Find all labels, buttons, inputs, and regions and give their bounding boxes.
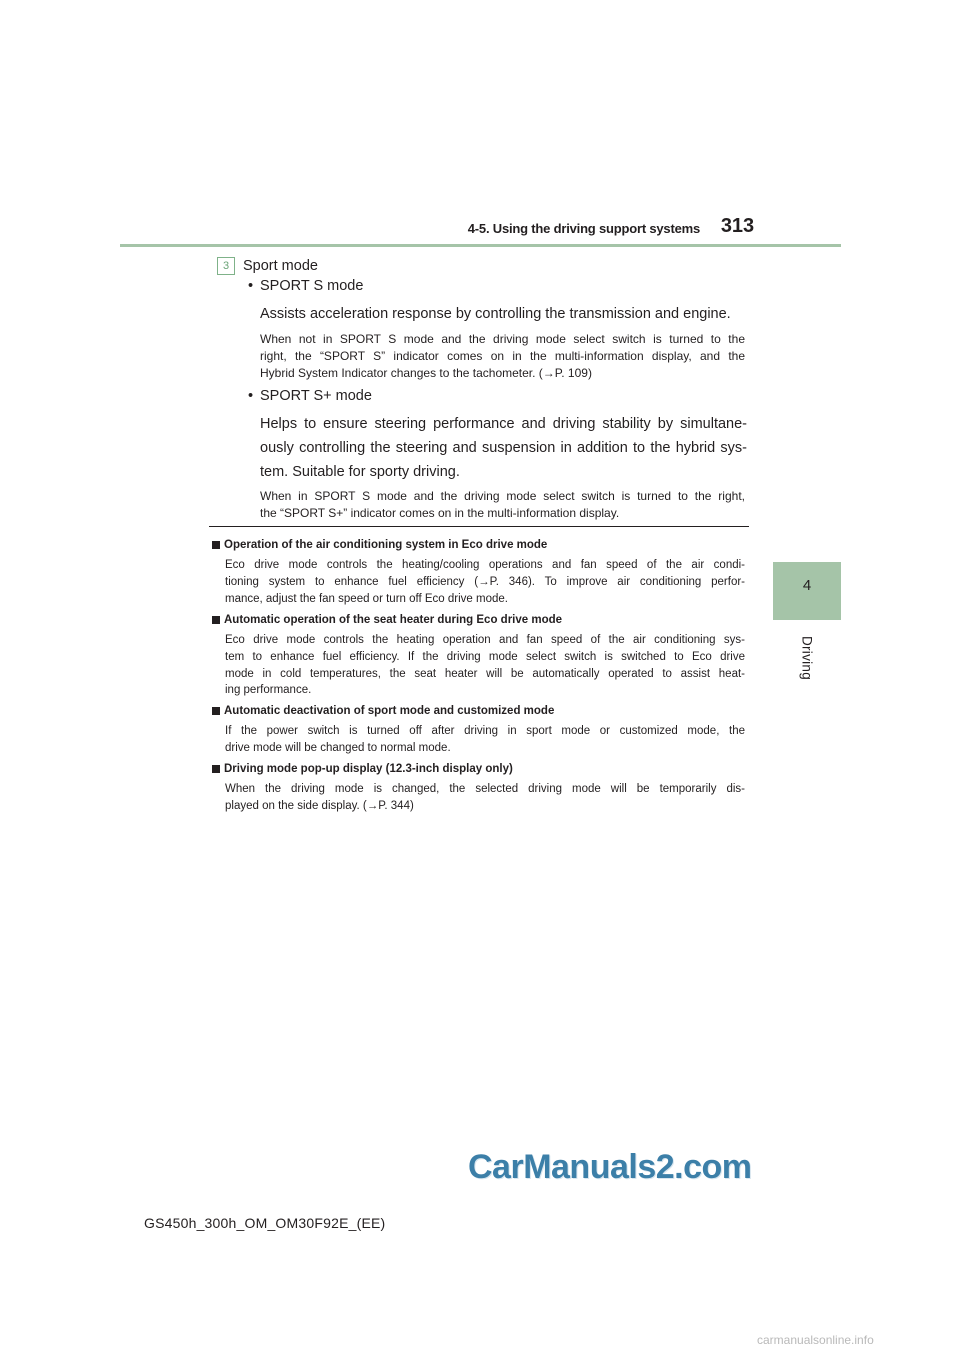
note-line: Eco drive mode controls the heating operation and fan speed of the air conditioning sys-: [225, 634, 745, 646]
page-number: 313: [720, 215, 755, 237]
sport-s-plus-note-line: When in SPORT S mode and the driving mode select switch is turned to the right,: [260, 489, 745, 503]
chapter-number: 4: [802, 577, 812, 594]
sport-s-plus-note-line: the “SPORT S+” indicator comes on in the multi-information display.: [260, 506, 620, 520]
sport-s-note-line: Hybrid System Indicator changes to the tachometer. (→P. 109): [260, 366, 592, 380]
list-bullet: •: [248, 278, 254, 294]
note-heading: Operation of the air conditioning system in Eco drive mode: [224, 539, 548, 551]
note-line: tem to enhance fuel efficiency. If the driving mode select switch is switched to Eco drive: [225, 651, 745, 663]
note-heading: Driving mode pop-up display (12.3-inch display only): [224, 763, 513, 775]
note-heading: Automatic operation of the seat heater during Eco drive mode: [224, 614, 563, 626]
step-number-badge: 3: [217, 257, 235, 275]
sport-s-mode-heading: SPORT S mode: [260, 278, 364, 294]
note-heading: Automatic deactivation of sport mode and customized mode: [224, 705, 555, 717]
note-line: ing performance.: [225, 684, 312, 696]
note-line: played on the side display. (→P. 344): [225, 800, 414, 812]
header-divider: [120, 244, 841, 247]
sport-s-mode-description: Assists acceleration response by controlling the transmission and engine.: [260, 306, 731, 322]
chapter-label-text: Driving: [799, 635, 815, 681]
section-divider: [209, 526, 749, 527]
sport-s-plus-description-line: tem. Suitable for sporty driving.: [260, 464, 460, 480]
document-code: GS450h_300h_OM_OM30F92E_(EE): [144, 1215, 386, 1231]
note-line: mance, adjust the fan speed or turn off Eco drive mode.: [225, 593, 508, 605]
square-bullet-icon: [212, 707, 220, 715]
list-bullet: •: [248, 388, 254, 404]
sport-s-plus-mode-heading: SPORT S+ mode: [260, 388, 372, 404]
note-line: mode in cold temperatures, the seat heater will be automatically operated to assist heat-: [225, 668, 745, 680]
note-line: Eco drive mode controls the heating/cooling operations and fan speed of the air condi-: [225, 559, 745, 571]
note-line: If the power switch is turned off after driving in sport mode or customized mode, the: [225, 725, 745, 737]
sport-s-note-line: right, the “SPORT S” indicator comes on in the multi-information display, and the: [260, 349, 745, 363]
sport-s-plus-description-line: ously controlling the steering and suspension in addition to the hybrid sys-: [260, 440, 747, 456]
note-line: drive mode will be changed to normal mode.: [225, 742, 451, 754]
square-bullet-icon: [212, 541, 220, 549]
step-title: Sport mode: [243, 258, 318, 274]
site-url[interactable]: carmanualsonline.info: [757, 1333, 874, 1347]
sport-s-plus-description-line: Helps to ensure steering performance and driving stability by simultane-: [260, 416, 747, 432]
watermark-logo: CarManuals2.com: [468, 1148, 752, 1186]
square-bullet-icon: [212, 616, 220, 624]
note-line: When the driving mode is changed, the selected driving mode will be temporarily dis-: [225, 783, 745, 795]
note-line: tioning system to enhance fuel efficiency (→P. 346). To improve air conditioning perfor-: [225, 576, 745, 588]
sport-s-note-line: When not in SPORT S mode and the driving mode select switch is turned to the: [260, 332, 745, 346]
section-title: 4-5. Using the driving support systems: [467, 221, 700, 236]
square-bullet-icon: [212, 765, 220, 773]
chapter-label: [772, 622, 842, 694]
